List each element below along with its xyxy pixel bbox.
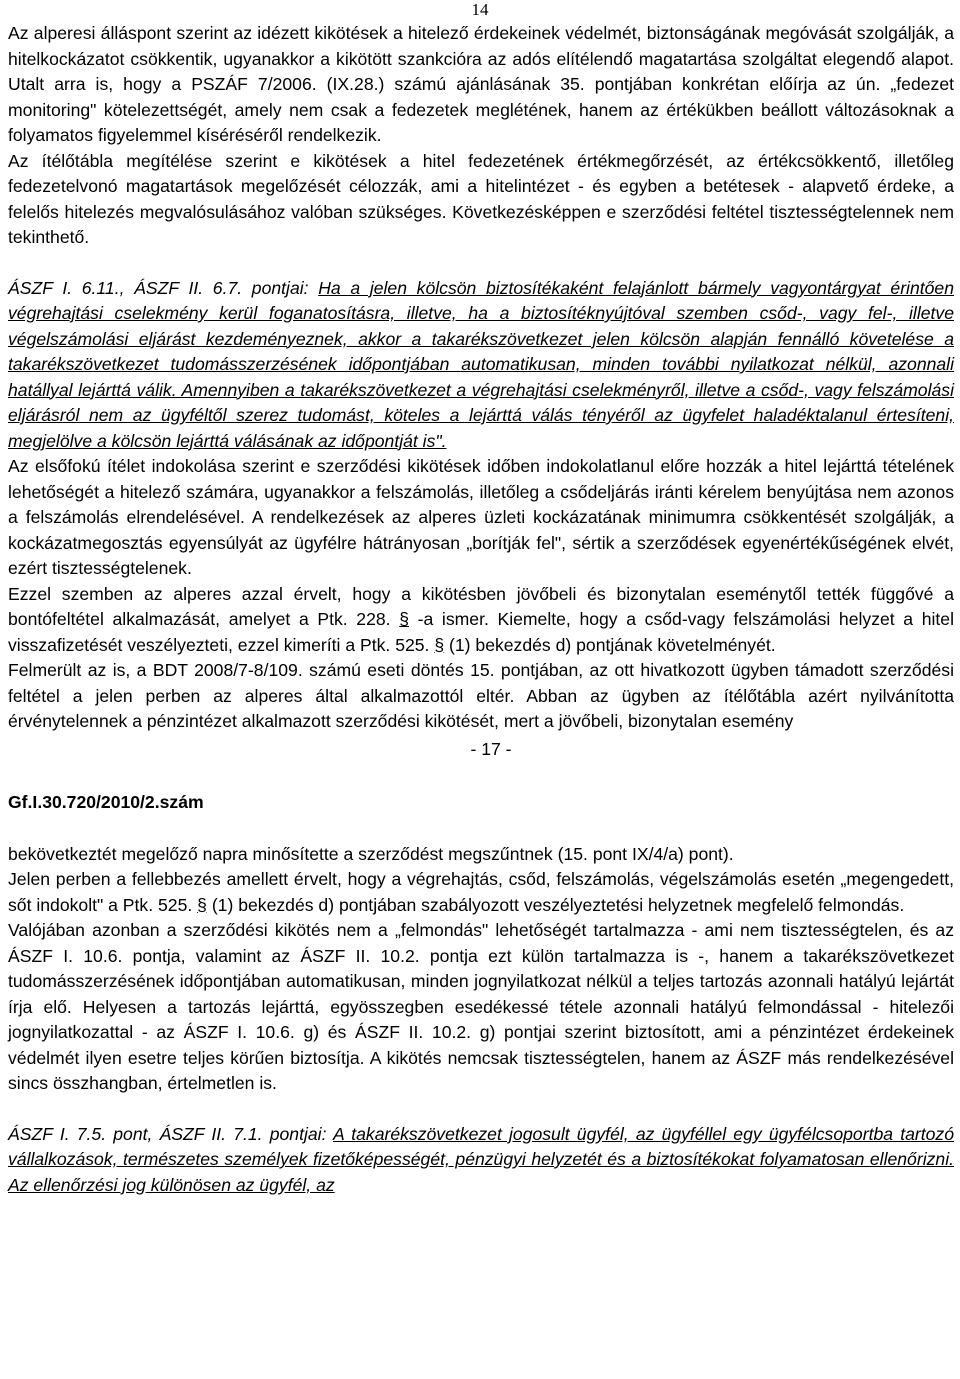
section-sign: § [434,634,445,655]
clause-reference: ÁSZF I. 7.5. pont, ÁSZF II. 7.1. pontjai: [8,1123,333,1144]
paragraph-bdt-eseti-dontes: Felmerült az is, a BDT 2008/7-8/109. számú eseti döntés 15. pontjában, az ott hivatkozott ügyben támadott szerződési feltétel a jelen perben az alperes által alkalmazottól eltér. Abban az ügyben az ítélőtábla azért nyilvánította érvénytelennek a pénzintézet alkalmazott szerződési kikötését, mert a jövőbeli, bizonytalan esemény [8,660,954,731]
text-part: Jelen perben a fellebbezés amellett érvelt, hogy a végrehajtás, csőd, felszámolás, végelszámolás esetén „megengedett, sőt indokolt" a Ptk. 525. [8,869,954,915]
paragraph-elsofoku-itelet: Az elsőfokú ítélet indokolása szerint e szerződési kikötések időben indokolatlanul előre hozzák a hitel lejárttá tételének lehetőségét a hitelező számára, ugyanakkor a felszámolás, illetőleg a csődeljárás iránti kérelem benyújtása nem azonos a felszámolás elrendelésével. A rendelkezések az alperes üzleti kockázatának minimumra csökkentését szolgálják, a kockázatmegosztás egyensúlyát az ügyfélre hátrányosan „borítják fel", sértik a szerződések egyenértékűségének elvét, ezért tisztességtelenek. [8,456,954,578]
paragraph-alperesi-allaspont: Az alperesi álláspont szerint az idézett kikötések a hitelező érdekeinek védelmét, biztonságának megóvását szolgálják, a hitelkockázatot csökkentik, ugyanakkor a kikötött szankcióra az adós elítélendő magatartása szolgáltat elegendő alapot. Utalt arra is, hogy a PSZÁF 7/2006. (IX.28.) számú ajánlásának 35. pontjában konkrétan előírja az ún. „fedezet monitoring" kötelezettségét, amely nem csak a fedezetek meglétének, hanem az értékükben beállott változásoknak a folyamatos figyelemmel kíséréséről rendelkezik. [8,23,954,145]
clause-reference: ÁSZF I. 6.11., ÁSZF II. 6.7. pontjai: [8,277,319,298]
spacer [8,1097,954,1122]
page-number: 14 [471,0,489,19]
footer-page-number: - 17 - [470,738,512,759]
text-part: Ezzel szemben az alperes azzal érvelt, hogy a kikötésben jövőbeli és bizonytalan eseménytől tették függővé a bontófeltétel alkalmazását, amelyet a Ptk. 228. [8,583,954,629]
text-part: -a ismer. Kiemelte, hogy a csőd-vagy felszámolási helyzet a hitel visszafizetését veszélyezteti, ezzel kimeríti a Ptk. 525. [8,609,955,655]
paragraph-bekovetkezet: bekövetkeztét megelőző napra minősítette a szerződést megszűntnek (15. pont IX/4/a) pont). [8,843,734,864]
paragraph-fellebbezes [8,867,954,918]
text-part: (1) bekezdés d) pontjában szabályozott veszélyeztetési helyzetnek megfelelő felmondás. [206,894,905,915]
text-part: (1) bekezdés d) pontjának követelményét. [444,634,776,655]
section-sign: § [399,609,409,629]
paragraph-aszf-7-5-quote [8,1122,954,1199]
spacer [8,251,954,276]
section-sign: § [197,894,207,915]
paragraph-alperes-ervelese [8,582,954,659]
paragraph-valojaban: Valójában azonban a szerződési kikötés nem a „felmondás" lehetőségét tartalmazza - ami nem tisztességtelen, és az ÁSZF I. 10.6. pontja, valamint az ÁSZF II. 10.2. pontja ezt külön tartalmazza is -, hanem a takarékszövetkezet tudomásszerzésének időpontjában automatikusan, minden jognyilatkozat nélkül a teljes tartozás azonnali hatályú lejártát írja elő. Helyesen a tartozás lejárttá, egyösszegben esedékessé tétele azonnali hatályú felmondással - hitelezői jognyilatkozattal - az ÁSZF I. 10.6. g) és ÁSZF II. 10.2. g) pontjai szerint biztosított, ami a pénzintézet érdekeinek védelmét ilyen esetre teljes körűen biztosítja. A kikötés nemcsak tisztességtelen, hanem az ÁSZF más rendelkezésével sincs összhangban, értelmetlen is. [8,920,954,1093]
spacer [8,816,954,842]
clause-quote: Ha a jelen kölcsön biztosítékaként felajánlott bármely vagyontárgyat érintően végrehajtási cselekmény kerül foganatosításra, illetve, ha a biztosítéknyújtóval szemben csőd-, vagy fel-, illetve végelszámolási eljárást kezdeményeznek, akkor a takarékszövetkezet jelen kölcsön alapján fennálló követelése a takarékszövetkezet tudomásszerzésének időpontjában automatikusan, minden további nyilatkozat nélkül, azonnali hatállyal lejárttá válik. Amennyiben a takarékszövetkezet a végrehajtási cselekményről, illetve a csőd-, vagy felszámolási eljárásról nem az ügyféltől szerez tudomást, köteles a lejárttá válás tényéről az ügyfelet haladéktalanul értesíteni, megjelölve a kölcsön lejárttá válásának az időpontját is". [8,277,954,451]
paragraph-aszf-6-11-quote [8,276,954,455]
document-body [8,21,954,1198]
case-identifier: Gf.I.30.720/2010/2.szám [8,792,204,812]
clause-quote: A takarékszövetkezet jogosult ügyfél, az ügyféllel egy ügyfélcsoportba tartozó vállalkozások, természetes személyek fizetőképességét, pénzügyi helyzetét és a biztosítékokat folyamatosan ellenőrizni. Az ellenőrzési jog különösen az ügyfél, az [8,1123,954,1195]
paragraph-itelotabla-megitelese: Az ítélőtábla megítélése szerint e kikötések a hitel fedezetének értékmegőrzését, az értékcsökkentő, illetőleg fedezetelvonó magatartások megelőzését célozzák, ami a hitelintézet - és egyben a betétesek - alapvető érdeke, a felelős hitelezés megvalósulásához valóban szükséges. Következésképpen e szerződési feltétel tisztességtelennek nem tekinthető. [8,150,954,247]
